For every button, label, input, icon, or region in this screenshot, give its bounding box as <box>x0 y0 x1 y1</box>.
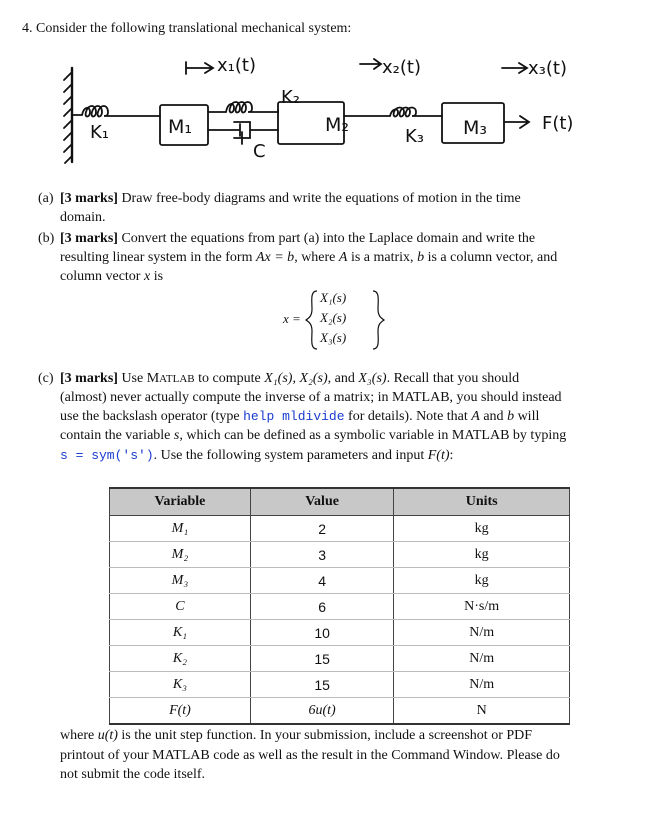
k3-label: K₃ <box>405 126 425 147</box>
table-row: K₁ 10 N/m <box>110 620 570 646</box>
header-variable: Variable <box>110 488 251 516</box>
m1-label: M₁ <box>168 116 193 138</box>
code-sym-s: s = sym('s') <box>60 448 154 463</box>
part-c-label: (c) <box>38 371 54 386</box>
x2-label: x₂(t) <box>382 57 421 78</box>
vector-x1: X₁(s) <box>320 290 347 305</box>
vector-x <box>283 289 393 351</box>
k1-label: K₁ <box>90 122 110 143</box>
vector-x3: X₃(s) <box>320 330 347 345</box>
spring-k3 <box>344 108 442 117</box>
table-row: M₃ 4 kg <box>110 568 570 594</box>
part-c-line4: contain the variable s, which can be defined as a symbolic variable in MATLAB by typing <box>60 428 567 443</box>
part-a-line2: domain. <box>60 210 106 225</box>
part-a-label: (a) <box>38 191 54 206</box>
part-c-marks: [3 marks] <box>60 371 118 386</box>
header-units: Units <box>394 488 570 516</box>
code-help-mldivide: help mldivide <box>243 409 345 424</box>
closing-line2: printout of your MATLAB code as well as the result in the Command Window. Please do <box>60 748 560 763</box>
vector-x2: X₂(s) <box>320 310 347 325</box>
c-label: C <box>253 141 266 162</box>
table-row: F(t) 6u(t) N <box>110 698 570 725</box>
table-row: M₂ 3 kg <box>110 542 570 568</box>
closing-line1: where u(t) is the unit step function. In your submission, include a screenshot or PDF <box>60 728 533 743</box>
m2-label: M₂ <box>325 114 350 136</box>
k2-label: K₂ <box>281 87 301 108</box>
part-b-line3: column vector x is <box>60 269 164 284</box>
table-header-row <box>110 488 570 516</box>
part-b-line1: [3 marks] Convert the equations from part (a) into the Laplace domain and write the <box>60 231 536 246</box>
part-c-line3: use the backslash operator (type help mldivide for details). Note that A and b will <box>60 409 540 424</box>
question-header <box>22 19 351 38</box>
part-b-label: (b) <box>38 231 55 246</box>
part-c-line5: s = sym('s'). Use the following system parameters and input F(t): <box>60 448 454 463</box>
x1-arrow <box>186 62 213 74</box>
part-b-line2: resulting linear system in the form Ax = b, where A is a matrix, b is a column vector, and <box>60 250 558 265</box>
spring-k2 <box>208 102 278 113</box>
x3-arrow <box>502 63 527 73</box>
x1-label: x₁(t) <box>217 55 256 76</box>
parameters-table <box>109 487 570 725</box>
vector-braces <box>305 289 393 351</box>
closing-line3: not submit the code itself. <box>60 767 206 782</box>
part-a-line1: [3 marks] Draw free-body diagrams and write the equations of motion in the time <box>60 191 521 206</box>
force-label: F(t) <box>542 113 574 134</box>
part-c-line1: [3 marks] Use MATLAB to compute X₁(s), X₂(s), and X₃(s). Recall that you should <box>60 371 520 386</box>
m3-label: M₃ <box>463 117 488 139</box>
question-intro: Consider the following translational mechanical system: <box>36 21 352 36</box>
force-arrow <box>504 116 529 128</box>
table-row: K₂ 15 N/m <box>110 646 570 672</box>
table-row: M₁ 2 kg <box>110 516 570 542</box>
table-row: K₃ 15 N/m <box>110 672 570 698</box>
spring-k1 <box>72 106 160 117</box>
vector-lhs: x = <box>283 311 301 326</box>
header-value: Value <box>250 488 393 516</box>
damper-c <box>208 122 278 138</box>
part-a-marks: [3 marks] <box>60 191 118 206</box>
part-c-line2: (almost) never actually compute the inverse of a matrix; in MATLAB, you should instead <box>60 390 562 405</box>
question-number: 4. <box>22 21 33 36</box>
table-row: C 6 N·s/m <box>110 594 570 620</box>
part-b-marks: [3 marks] <box>60 231 118 246</box>
x2-arrow <box>360 59 381 69</box>
x3-label: x₃(t) <box>528 58 567 79</box>
